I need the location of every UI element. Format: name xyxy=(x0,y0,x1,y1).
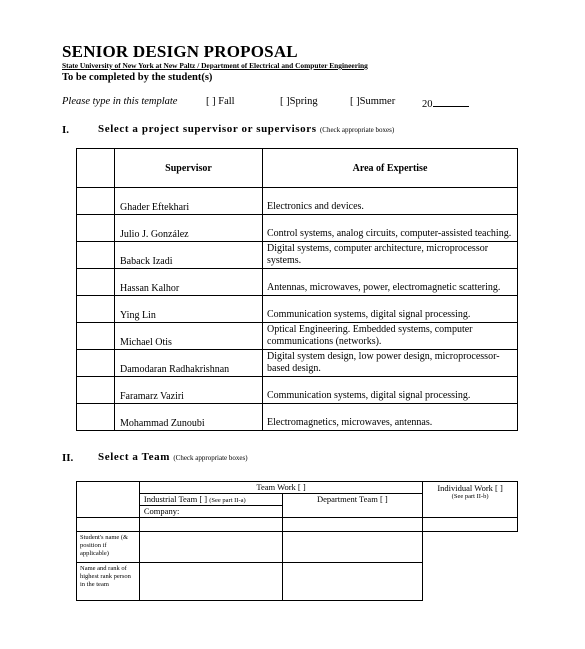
supervisor-area: Communication systems, digital signal processing. xyxy=(263,296,518,323)
table-row xyxy=(77,350,518,377)
table-row xyxy=(77,242,518,269)
supervisor-checkbox[interactable] xyxy=(77,215,115,242)
supervisor-checkbox[interactable] xyxy=(77,350,115,377)
supervisor-name: Faramarz Vaziri xyxy=(115,377,263,404)
supervisor-area: Control systems, analog circuits, computer-assisted teaching. xyxy=(263,215,518,242)
team-corner-cell xyxy=(77,482,140,518)
page-title: SENIOR DESIGN PROPOSAL xyxy=(62,42,298,61)
checkbox-column-header xyxy=(77,149,115,188)
students-name-row xyxy=(77,532,518,563)
supervisor-name: Julio J. González xyxy=(115,215,263,242)
individual-see-note: (See part II-b) xyxy=(451,493,489,500)
table-row xyxy=(77,323,518,350)
to-be-completed-label: To be completed by the student(s) xyxy=(62,72,213,83)
team-cell[interactable] xyxy=(139,518,282,532)
company-field[interactable]: Company: xyxy=(139,506,282,518)
summer-checkbox[interactable]: [ ]Summer xyxy=(350,96,396,107)
section1-number: I. xyxy=(62,124,70,136)
supervisor-name: Damodaran Radhakrishnan xyxy=(115,350,263,377)
highest-rank-label: Name and rank of highest rank person in the team xyxy=(77,563,140,601)
table-row xyxy=(77,215,518,242)
university-subtitle: State University of New York at New Paltz / Department of Electrical and Computer Engineering xyxy=(62,61,368,70)
section1-title-text: Select a project supervisor or supervisors xyxy=(98,123,317,135)
section1-title xyxy=(98,123,394,135)
supervisor-checkbox[interactable] xyxy=(77,323,115,350)
supervisor-area: Electromagnetics, microwaves, antennas. xyxy=(263,404,518,431)
table-row xyxy=(77,404,518,431)
highest-rank-industrial[interactable] xyxy=(139,563,282,601)
industrial-team-checkbox[interactable] xyxy=(139,494,282,506)
department-team-checkbox[interactable]: Department Team [ ] xyxy=(282,494,423,518)
section2-number: II. xyxy=(62,452,74,464)
team-table xyxy=(76,481,518,601)
supervisor-area: Optical Engineering. Embedded systems, computer communications (networks). xyxy=(263,323,518,350)
section2-note: (Check appropriate boxes) xyxy=(173,454,248,462)
supervisor-table xyxy=(76,148,518,431)
supervisor-checkbox[interactable] xyxy=(77,188,115,215)
supervisor-area: Digital system design, low power design, microprocessor-based design. xyxy=(263,350,518,377)
supervisor-checkbox[interactable] xyxy=(77,242,115,269)
section2-title-text: Select a Team xyxy=(98,451,170,463)
supervisor-checkbox[interactable] xyxy=(77,296,115,323)
supervisor-checkbox[interactable] xyxy=(77,269,115,296)
team-cell xyxy=(77,518,140,532)
team-row-header xyxy=(77,482,518,494)
supervisor-area: Communication systems, digital signal processing. xyxy=(263,377,518,404)
supervisor-area: Electronics and devices. xyxy=(263,188,518,215)
supervisor-name: Baback Izadi xyxy=(115,242,263,269)
students-name-department[interactable] xyxy=(282,532,423,563)
team-cell[interactable] xyxy=(282,518,423,532)
area-column-header: Area of Expertise xyxy=(263,149,518,188)
year-prefix: 20 xyxy=(422,99,433,110)
rank-row xyxy=(77,563,518,601)
empty-cell xyxy=(423,563,518,601)
supervisor-checkbox[interactable] xyxy=(77,404,115,431)
spring-checkbox[interactable]: [ ]Spring xyxy=(280,96,318,107)
team-work-checkbox[interactable]: Team Work [ ] xyxy=(139,482,422,494)
students-name-label: Student's name (& position if applicable) xyxy=(77,532,140,563)
table-row xyxy=(77,377,518,404)
supervisor-checkbox[interactable] xyxy=(77,377,115,404)
team-spacer-row xyxy=(77,518,518,532)
supervisor-area: Antennas, microwaves, power, electromagnetic scattering. xyxy=(263,269,518,296)
industrial-team-label: Industrial Team [ ] xyxy=(143,494,208,504)
supervisor-name: Michael Otis xyxy=(115,323,263,350)
team-cell[interactable] xyxy=(423,518,518,532)
supervisor-name: Ying Lin xyxy=(115,296,263,323)
section1-note: (Check appropriate boxes) xyxy=(319,126,395,134)
supervisor-area: Digital systems, computer architecture, microprocessor systems. xyxy=(263,242,518,269)
year-field[interactable] xyxy=(422,96,469,110)
highest-rank-department[interactable] xyxy=(282,563,423,601)
students-name-industrial[interactable] xyxy=(139,532,282,563)
individual-work-cell[interactable] xyxy=(423,482,518,518)
supervisor-column-header: Supervisor xyxy=(115,149,263,188)
table-row xyxy=(77,269,518,296)
table-row xyxy=(77,188,518,215)
template-prompt: Please type in this template xyxy=(62,96,178,107)
supervisor-name: Ghader Eftekhari xyxy=(115,188,263,215)
individual-work-label: Individual Work [ ] xyxy=(437,483,503,493)
supervisor-name: Mohammad Zunoubi xyxy=(115,404,263,431)
supervisor-name: Hassan Kalhor xyxy=(115,269,263,296)
section2-title xyxy=(98,451,248,463)
year-blank[interactable] xyxy=(433,96,469,107)
supervisor-table-header xyxy=(77,149,518,188)
industrial-see-note: (See part II-a) xyxy=(209,497,246,504)
empty-cell xyxy=(423,532,518,563)
fall-checkbox[interactable]: [ ] Fall xyxy=(206,96,235,107)
table-row xyxy=(77,296,518,323)
